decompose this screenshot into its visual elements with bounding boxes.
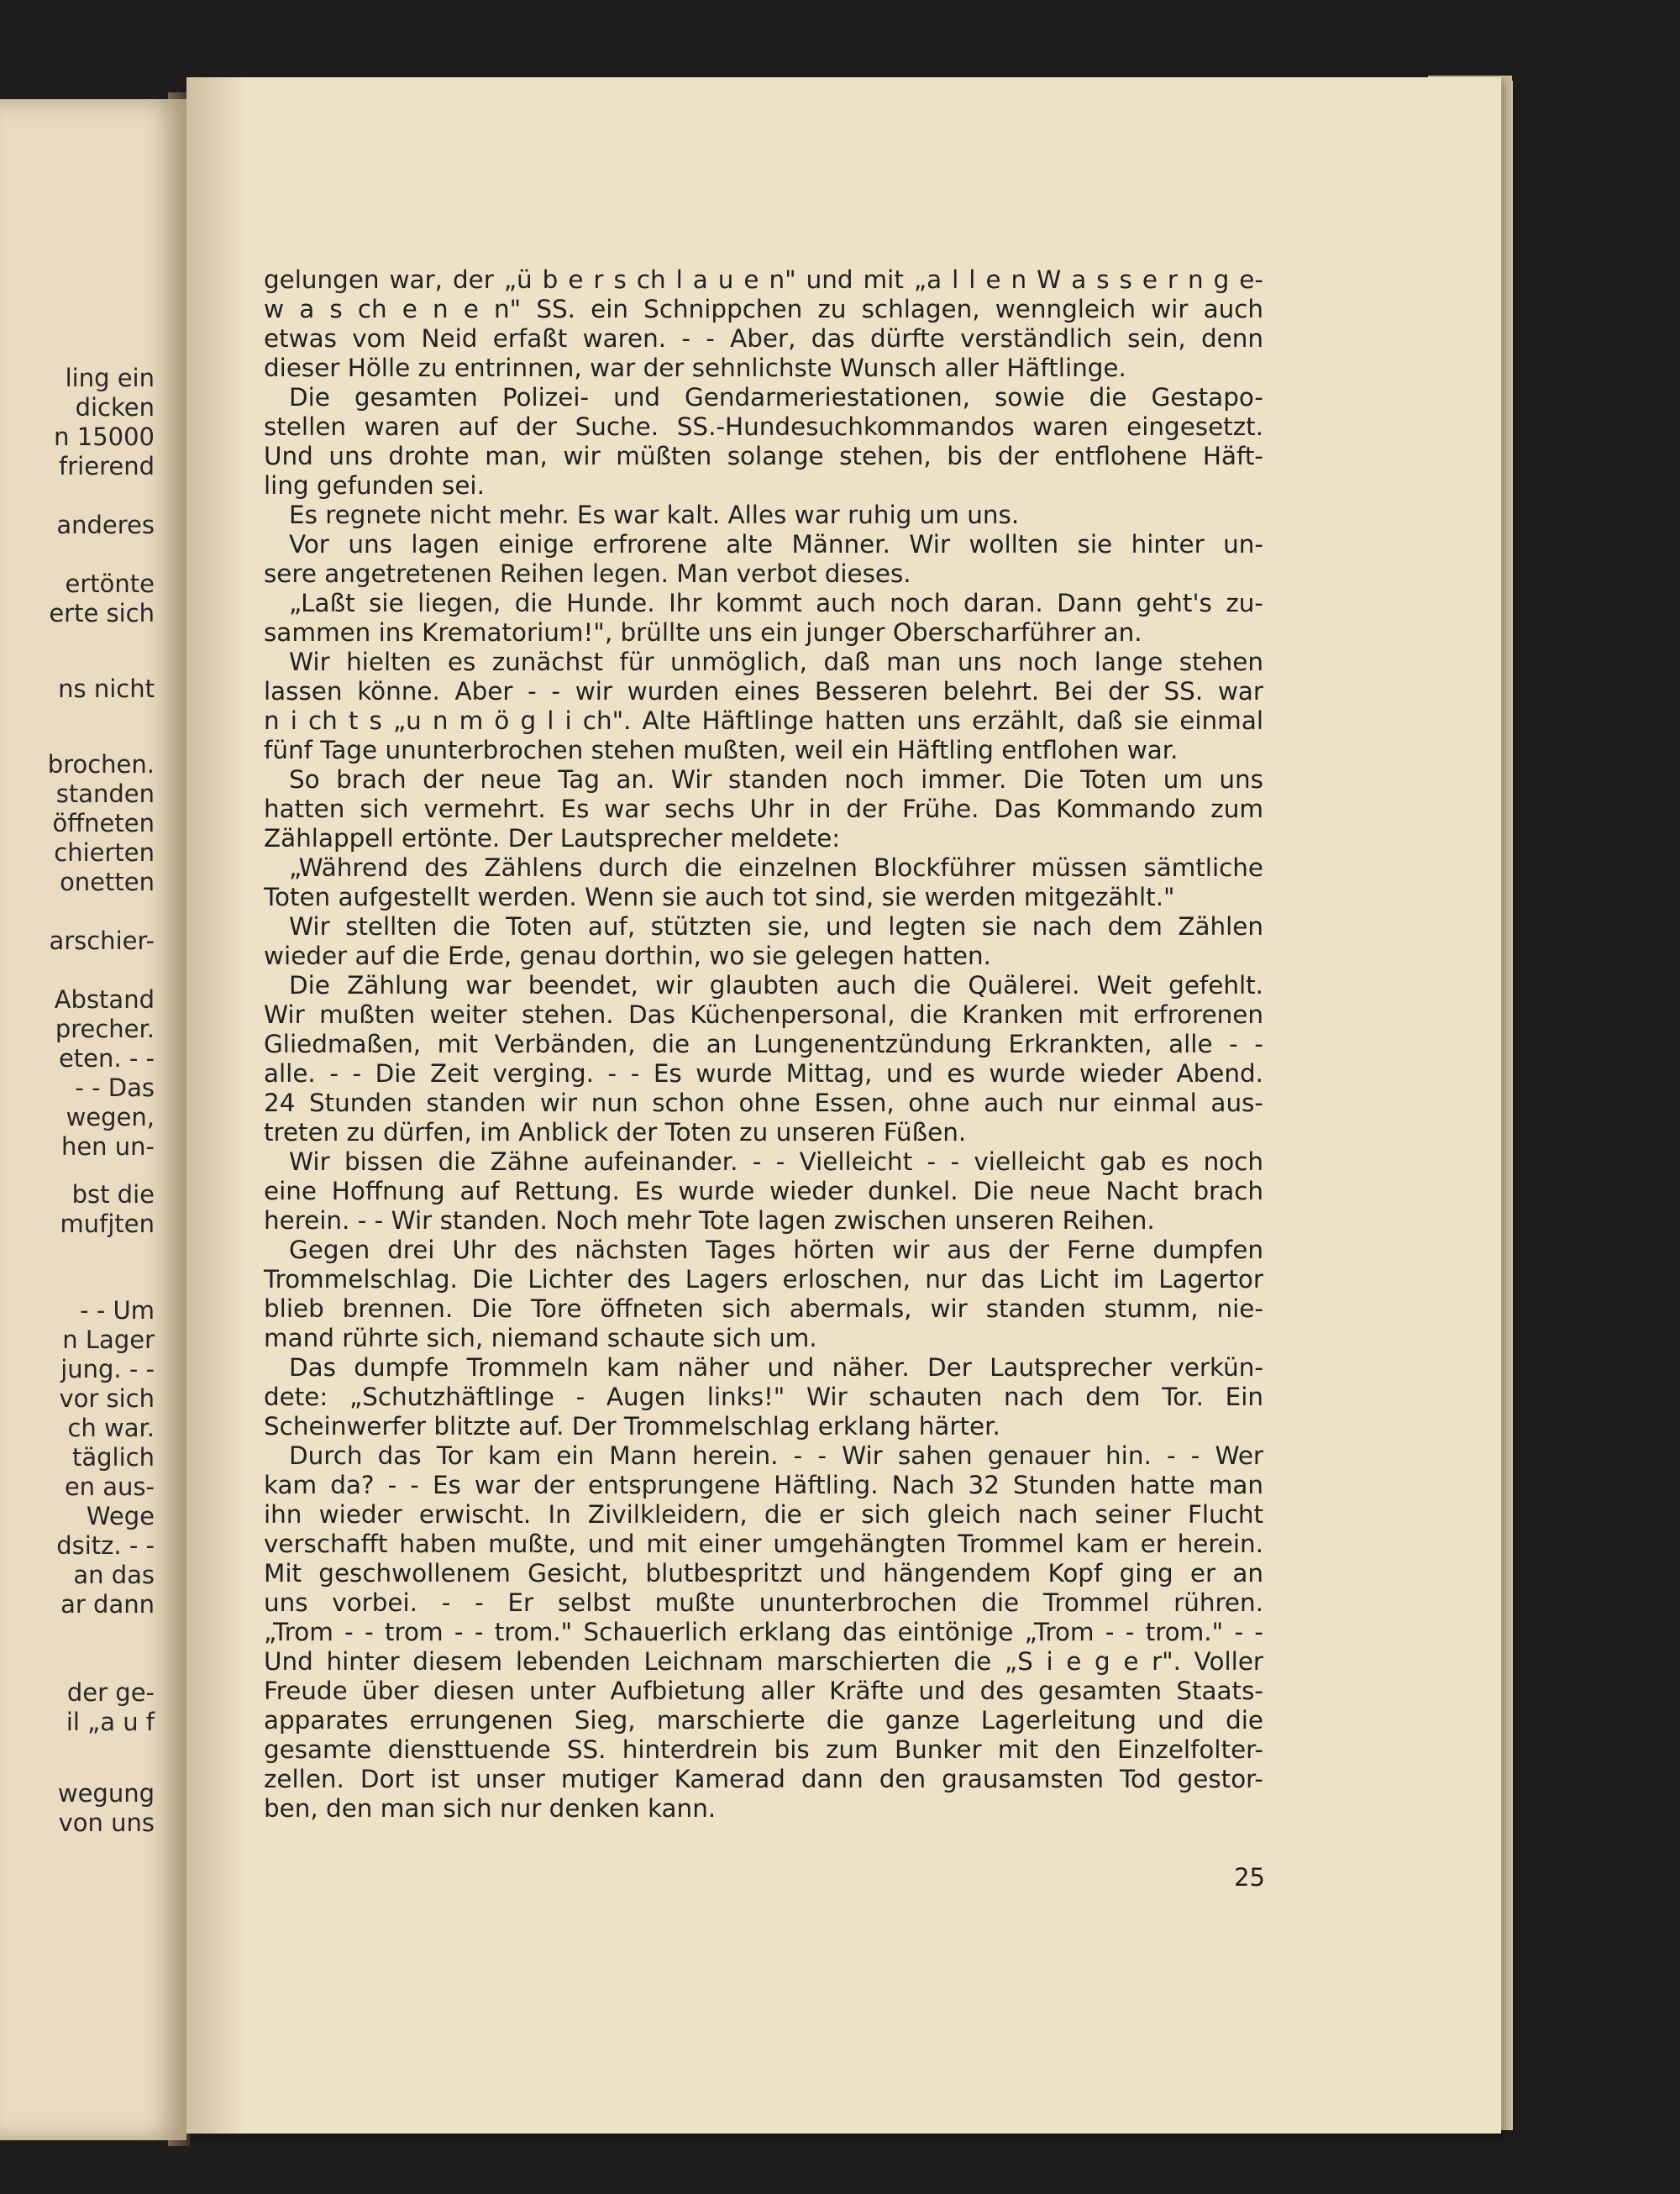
body-text bbox=[264, 265, 1263, 1824]
left-page-fragment: arschier- bbox=[49, 926, 155, 955]
page-stack-edge bbox=[1501, 81, 1513, 2130]
text-line: So brach der neue Tag an. Wir standen noch immer. Die Toten um uns bbox=[289, 765, 1263, 794]
left-page-fragment: wegen, bbox=[66, 1103, 155, 1131]
left-page-fragment: chierten bbox=[54, 838, 155, 867]
text-line: etwas vom Neid erfaßt waren. - - Aber, das dürfte verständlich sein, denn bbox=[264, 324, 1263, 353]
left-page-fragment: der ge- bbox=[66, 1678, 155, 1707]
text-line: Mit geschwollenem Gesicht, blutbespritzt und hängendem Kopf ging er an bbox=[264, 1559, 1263, 1588]
left-page-fragment: Abstand bbox=[54, 985, 155, 1014]
text-line: w a s ch e n e n" SS. ein Schnippchen zu schlagen, wenngleich wir auch bbox=[264, 295, 1263, 323]
text-line: herein. - - Wir standen. Noch mehr Tote lagen zwischen unseren Reihen. bbox=[264, 1206, 1155, 1235]
text-line: Das dumpfe Trommeln kam näher und näher. Der Lautsprecher verkün- bbox=[289, 1353, 1263, 1382]
text-line: Und uns drohte man, wir müßten solange stehen, bis der entflohene Häft- bbox=[264, 442, 1263, 470]
text-line: Die Zählung war beendet, wir glaubten auch die Quälerei. Weit gefehlt. bbox=[289, 971, 1263, 1000]
text-line: stellen waren auf der Suche. SS.-Hundesuchkommandos waren eingesetzt. bbox=[264, 412, 1263, 441]
left-page-fragment: n 15000 bbox=[54, 423, 155, 451]
text-line: Freude über diesen unter Aufbietung aller Kräfte und des gesamten Staats- bbox=[264, 1677, 1263, 1705]
left-page-fragment: dicken bbox=[75, 393, 155, 422]
left-page-fragment: anderes bbox=[56, 511, 155, 539]
left-page-fragment: ns nicht bbox=[58, 674, 155, 703]
left-page-fragment: mufjten bbox=[60, 1210, 155, 1238]
left-page-fragment: bst die bbox=[71, 1180, 155, 1209]
text-line: Wir mußten weiter stehen. Das Küchenpersonal, die Kranken mit erfrorenen bbox=[264, 1000, 1263, 1029]
left-page-fragment: eten. - - bbox=[58, 1044, 155, 1073]
left-page-fragment: - - Das bbox=[75, 1073, 155, 1102]
text-line: sere angetretenen Reihen legen. Man verbot dieses. bbox=[264, 559, 911, 588]
left-page-fragment: jung. - - bbox=[60, 1355, 155, 1383]
left-page-fragment: dsitz. - - bbox=[56, 1531, 155, 1560]
text-line: mand rührte sich, niemand schaute sich um. bbox=[264, 1324, 817, 1352]
left-page-fragment: ar dann bbox=[60, 1590, 155, 1619]
text-line: Es regnete nicht mehr. Es war kalt. Alles war ruhig um uns. bbox=[289, 501, 1020, 529]
text-line: alle. - - Die Zeit verging. - - Es wurde Mittag, und es wurde wieder Abend. bbox=[264, 1059, 1263, 1088]
left-page-fragment: hen un- bbox=[60, 1132, 155, 1161]
left-page-fragment: - - Um bbox=[80, 1296, 155, 1325]
text-line: ihn wieder erwischt. In Zivilkleidern, die er sich gleich nach seiner Flucht bbox=[264, 1500, 1263, 1529]
text-line: wieder auf die Erde, genau dorthin, wo sie gelegen hatten. bbox=[264, 942, 991, 970]
left-page-fragment: en aus- bbox=[64, 1472, 155, 1501]
text-line: „Laßt sie liegen, die Hunde. Ihr kommt auch noch daran. Dann geht's zu- bbox=[289, 589, 1263, 617]
left-page-fragment: brochen. bbox=[47, 750, 155, 779]
text-line: n i ch t s „u n m ö g l i ch". Alte Häftlinge hatten uns erzählt, daß sie einmal bbox=[264, 706, 1263, 735]
text-line: Trommelschlag. Die Lichter des Lagers erloschen, nur das Licht im Lagertor bbox=[264, 1265, 1263, 1294]
text-line: verschafft haben mußte, und mit einer umgehängten Trommel kam er herein. bbox=[264, 1530, 1263, 1558]
left-page-fragment: n Lager bbox=[62, 1325, 155, 1354]
text-line: Durch das Tor kam ein Mann herein. - - Wir sahen genauer hin. - - Wer bbox=[289, 1441, 1263, 1470]
left-page-fragment: standen bbox=[55, 779, 155, 808]
left-page-fragment: erte sich bbox=[49, 599, 155, 627]
text-line: Scheinwerfer blitzte auf. Der Trommelschlag erklang härter. bbox=[264, 1412, 1000, 1441]
text-line: Gegen drei Uhr des nächsten Tages hörten wir aus der Ferne dumpfen bbox=[289, 1236, 1263, 1264]
left-page-fragment: täglich bbox=[72, 1443, 155, 1472]
left-page-fragment: ertönte bbox=[65, 569, 155, 598]
text-line: blieb brennen. Die Tore öffneten sich abermals, wir standen stumm, nie- bbox=[264, 1294, 1263, 1323]
left-page-fragment: Wege bbox=[86, 1502, 155, 1530]
text-line: Toten aufgestellt werden. Wenn sie auch tot sind, sie werden mitgezählt." bbox=[264, 883, 1175, 911]
text-line: gelungen war, der „ü b e r s ch l a u e n" und mit „a l l e n W a s s e r n g e- bbox=[264, 265, 1263, 294]
left-page-fragment: precher. bbox=[55, 1015, 155, 1043]
left-page-fragment: onetten bbox=[60, 868, 155, 896]
text-line: Vor uns lagen einige erfrorene alte Männer. Wir wollten sie hinter un- bbox=[289, 530, 1263, 559]
left-page-fragment: ling ein bbox=[65, 364, 155, 392]
text-line: hatten sich vermehrt. Es war sechs Uhr in der Frühe. Das Kommando zum bbox=[264, 795, 1263, 823]
text-line: sammen ins Krematorium!", brüllte uns ein junger Oberscharführer an. bbox=[264, 618, 1142, 647]
text-line: Wir stellten die Toten auf, stützten sie, und legten sie nach dem Zählen bbox=[289, 912, 1263, 941]
text-line: Wir bissen die Zähne aufeinander. - - Vielleicht - - vielleicht gab es noch bbox=[289, 1147, 1263, 1176]
text-line: uns vorbei. - - Er selbst mußte ununterbrochen die Trommel rühren. bbox=[264, 1588, 1263, 1617]
left-page bbox=[0, 99, 186, 2140]
left-page-fragment: an das bbox=[73, 1561, 155, 1589]
text-line: kam da? - - Es war der entsprungene Häftling. Nach 32 Stunden hatte man bbox=[264, 1471, 1263, 1499]
left-page-fragment: ch war. bbox=[67, 1414, 155, 1442]
left-page-fragment: frierend bbox=[59, 452, 155, 480]
text-line: dete: „Schutzhäftlinge - Augen links!" Wir schauten nach dem Tor. Ein bbox=[264, 1383, 1263, 1411]
page-number: 25 bbox=[1234, 1863, 1265, 1892]
text-line: gesamte diensttuende SS. hinterdrein bis zum Bunker mit den Einzelfolter- bbox=[264, 1735, 1263, 1764]
text-line: eine Hoffnung auf Rettung. Es wurde wieder dunkel. Die neue Nacht brach bbox=[264, 1177, 1263, 1205]
text-line: ling gefunden sei. bbox=[264, 471, 485, 500]
text-line: zellen. Dort ist unser mutiger Kamerad dann den grausamsten Tod gestor- bbox=[264, 1765, 1263, 1793]
text-line: treten zu dürfen, im Anblick der Toten zu unseren Füßen. bbox=[264, 1118, 967, 1147]
text-line: 24 Stunden standen wir nun schon ohne Essen, ohne auch nur einmal aus- bbox=[264, 1089, 1263, 1117]
text-line: Die gesamten Polizei- und Gendarmeriestationen, sowie die Gestapo- bbox=[289, 383, 1263, 412]
left-page-fragment: öffneten bbox=[52, 809, 155, 837]
text-line: lassen könne. Aber - - wir wurden eines Besseren belehrt. Bei der SS. war bbox=[264, 677, 1263, 706]
text-line: dieser Hölle zu entrinnen, war der sehnlichste Wunsch aller Häftlinge. bbox=[264, 354, 1126, 382]
text-line: Zählappell ertönte. Der Lautsprecher meldete: bbox=[264, 824, 841, 853]
text-line: Gliedmaßen, mit Verbänden, die an Lungenentzündung Erkrankten, alle - - bbox=[264, 1030, 1263, 1058]
text-line: „Trom - - trom - - trom." Schauerlich erklang das eintönige „Trom - - trom." - - bbox=[264, 1618, 1263, 1646]
left-page-fragment: il „a u f bbox=[66, 1708, 155, 1736]
text-line: fünf Tage ununterbrochen stehen mußten, weil ein Häftling entflohen war. bbox=[264, 736, 1179, 764]
text-line: ben, den man sich nur denken kann. bbox=[264, 1794, 717, 1823]
text-line: „Während des Zählens durch die einzelnen Blockführer müssen sämtliche bbox=[289, 853, 1263, 882]
left-page-fragment: von uns bbox=[58, 1808, 155, 1837]
text-line: Wir hielten es zunächst für unmöglich, daß man uns noch lange stehen bbox=[289, 648, 1263, 676]
text-line: apparates errungenen Sieg, marschierte die ganze Lagerleitung und die bbox=[264, 1706, 1263, 1735]
text-line: Und hinter diesem lebenden Leichnam marschierten die „S i e g e r". Voller bbox=[264, 1647, 1263, 1676]
left-page-fragment: vor sich bbox=[59, 1384, 155, 1413]
left-page-fragment: wegung bbox=[57, 1779, 155, 1808]
